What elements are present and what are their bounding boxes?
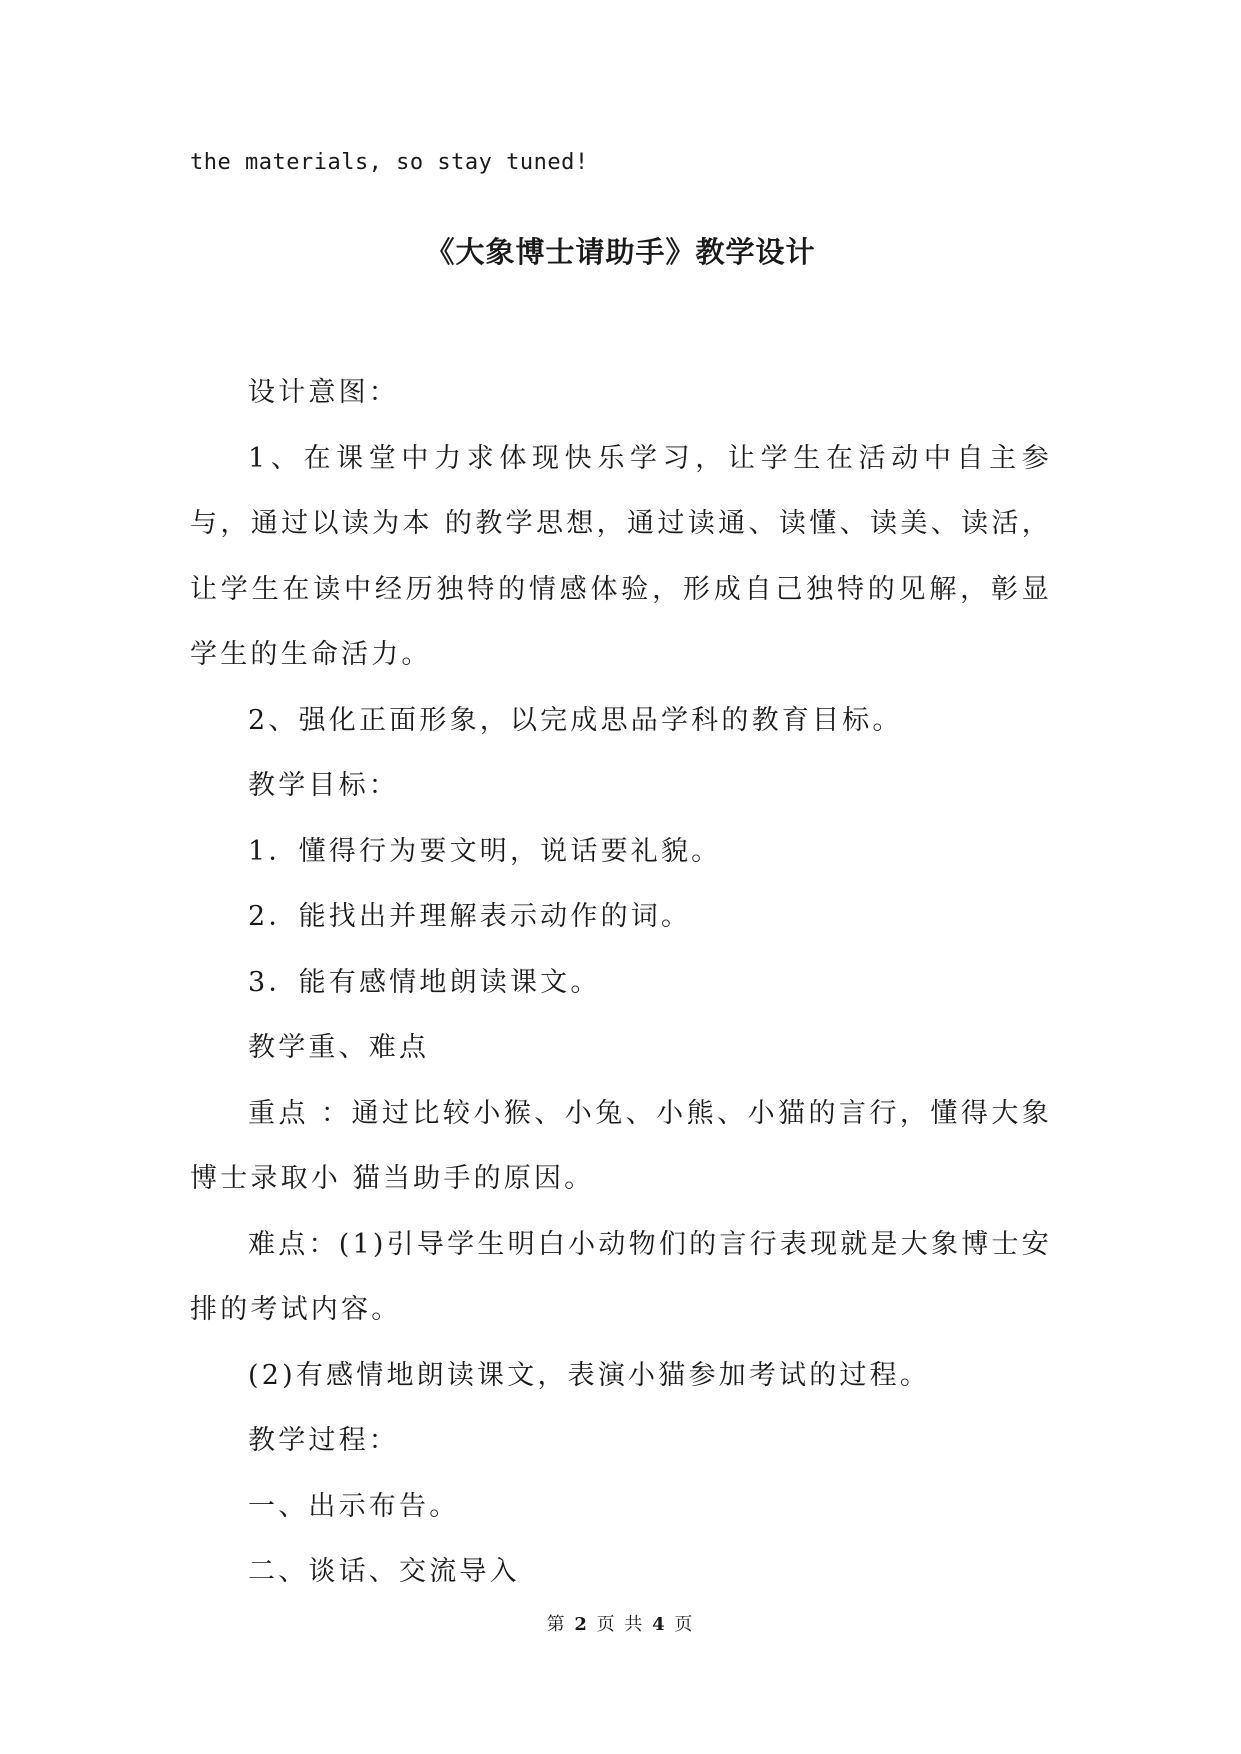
- paragraph-key-point: 重点 ：通过比较小猴、小兔、小熊、小猫的言行，懂得大象博士录取小 猫当助手的原因。: [190, 1097, 1052, 1194]
- footer-total-pages: 4: [652, 1614, 667, 1635]
- paragraph-difficulty-1: 难点：(1)引导学生明白小动物们的言行表现就是大象博士安排的考试内容。: [190, 1228, 1052, 1325]
- paragraph-design-intent-heading: 设计意图：: [248, 377, 399, 408]
- footer-prefix: 第: [546, 1614, 567, 1635]
- paragraph-process-step-1: 一、出示布告。: [248, 1490, 460, 1522]
- paragraph-difficulty-2: (2)有感情地朗读课文，表演小猫参加考试的过程。: [248, 1359, 931, 1391]
- carry-over-text: the materials, so stay tuned!: [190, 150, 589, 175]
- footer-middle: 页 共: [596, 1614, 645, 1635]
- paragraph-process-step-2: 二、谈话、交流导入: [248, 1556, 520, 1587]
- document-title: 《大象博士请助手》教学设计: [425, 235, 816, 269]
- footer-current-page: 2: [574, 1614, 589, 1635]
- paragraph-goal-3: 3．能有感情地朗读课文。: [248, 966, 601, 998]
- paragraph-key-points-heading: 教学重、难点: [248, 1032, 430, 1063]
- paragraph-goal-2: 2．能找出并理解表示动作的词。: [248, 901, 692, 932]
- document-body: [190, 360, 1052, 1605]
- footer-suffix: 页: [674, 1614, 695, 1635]
- paragraph-process-heading: 教学过程：: [248, 1425, 399, 1456]
- page-footer: [0, 1610, 1241, 1636]
- paragraph-design-intent-1: 1、在课堂中力求体现快乐学习，让学生在活动中自主参与，通过以读为本 的教学思想，通过读通、读懂、读美、读活，让学生在读中经历独特的情感体验，形成自己独特的见解，彰显学生的生命活力。: [190, 442, 1052, 670]
- paragraph-goal-1: 1．懂得行为要文明，说话要礼貌。: [248, 835, 722, 867]
- paragraph-design-intent-2: 2、强化正面形象，以完成思品学科的教育目标。: [248, 704, 903, 736]
- paragraph-teaching-goals-heading: 教学目标：: [248, 770, 399, 801]
